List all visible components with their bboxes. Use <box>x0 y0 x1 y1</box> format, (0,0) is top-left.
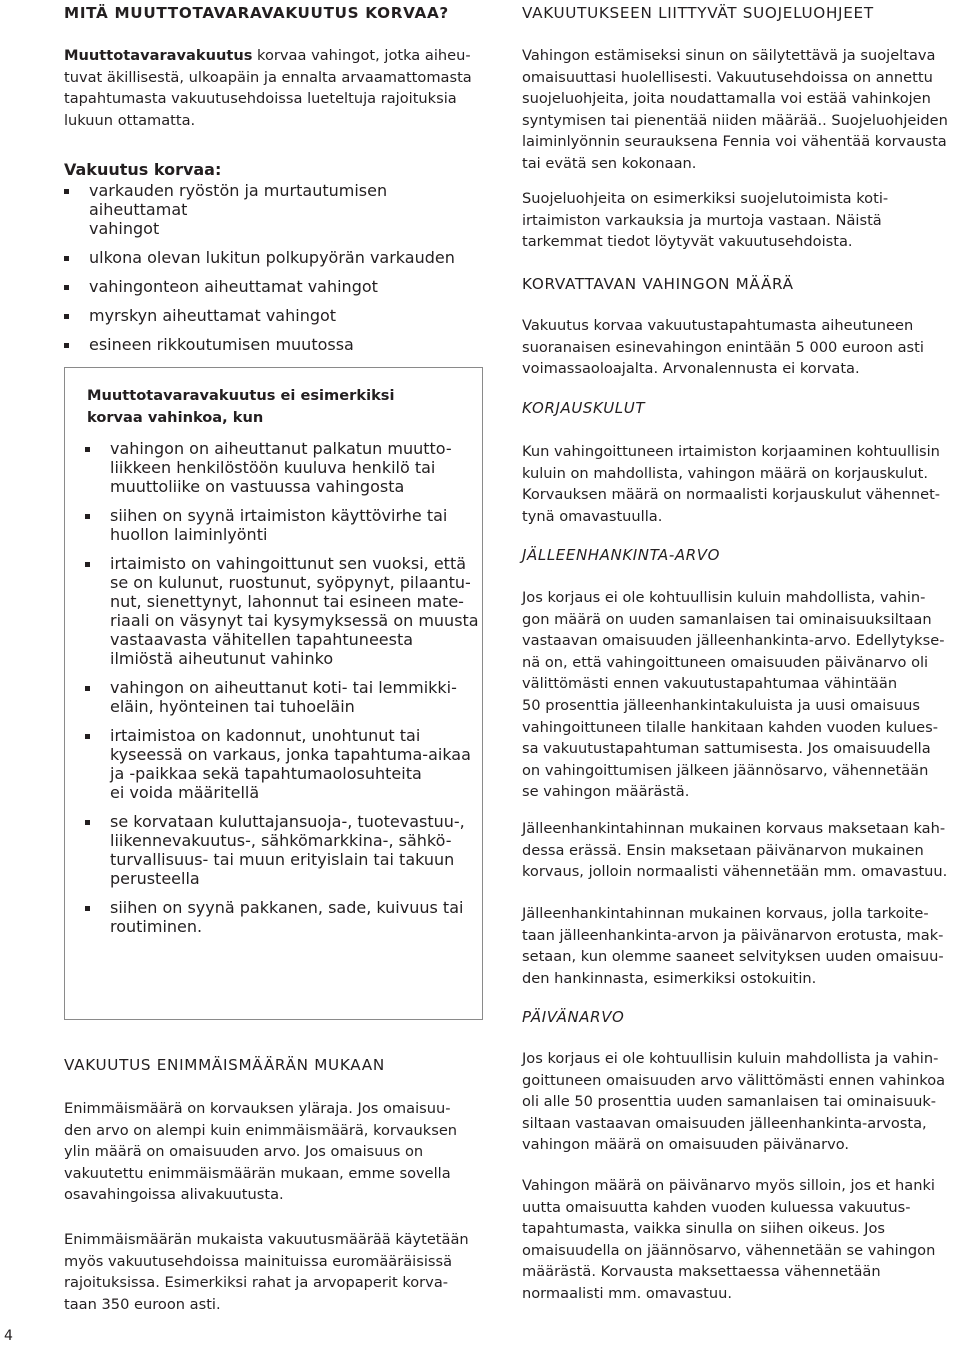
text-line: vahingoittuneen tilalle hankitaan kahden vuoden kulues- <box>522 718 938 736</box>
list-line: turvallisuus- tai muun erityislain tai takuun <box>110 850 455 869</box>
text-line: Jälleenhankintahinnan mukainen korvaus maksetaan kah- <box>522 820 946 837</box>
text-line: irtaimiston varkauksia ja murtoja vastaan. Näistä <box>522 211 882 229</box>
list-line: siihen on syynä pakkanen, sade, kuivuus tai <box>110 898 464 917</box>
list-line: nut, sienettynyt, lahonnut tai esineen mate- <box>110 592 464 611</box>
replacement-paragraph-2 <box>522 818 947 883</box>
text-line: goittuneen omaisuuden arvo välittömästi ennen vahinkoa <box>522 1071 946 1089</box>
text-line: suojeluohjeita, joita noudattamalla voi estää vahinkojen <box>522 90 931 108</box>
text-line: ylin määrä on omaisuuden arvo. Jos omaisuus on <box>64 1143 424 1161</box>
text-line: on vahingoittumisen jälkeen jäännösarvo, vähennetään <box>522 761 929 779</box>
text-line: Suojeluohjeita on esimerkiksi suojelutoimista koti- <box>522 190 889 207</box>
list-line: ilmiöstä aiheutunut vahinko <box>110 649 334 668</box>
exclusions-box <box>64 367 483 1020</box>
text-line: määrästä. Korvausta maksettaessa vähennetään <box>522 1263 881 1281</box>
list-line: riaali on väsynyt tai kysymyksessä on muusta <box>110 611 479 630</box>
list-line: vahingon on aiheuttanut koti- tai lemmikki- <box>110 678 457 697</box>
text-line: Korvauksen määrä on normaalisti korjauskulut vähennet- <box>522 486 941 504</box>
text-line: vahingon määrä on omaisuuden päivänarvo. <box>522 1136 850 1154</box>
list-line: irtaimistoa on kadonnut, unohtunut tai <box>110 726 421 745</box>
list-line: vahingot <box>89 219 160 238</box>
text-line: setaan, kun olemme saaneet selvityksen uuden omaisuu- <box>522 948 944 966</box>
text-line: laiminlyönnin seurauksena Fennia voi vähentää korvausta <box>522 133 947 151</box>
protection-paragraph-1 <box>522 45 948 175</box>
list-item <box>85 506 479 544</box>
list-line: varkauden ryöstön ja murtautumisen aiheuttamat <box>89 181 388 219</box>
list-line: se korvataan kuluttajansuoja-, tuotevastuu-, <box>110 812 465 831</box>
text-line: Vakuutus korvaa vakuutustapahtumasta aiheutuneen <box>522 317 914 334</box>
text-line: siltaan vastaavan omaisuuden jälleenhankinta-arvosta, <box>522 1114 927 1132</box>
text-line: myös vakuutusehdoissa mainituissa euromääräisissä <box>64 1252 453 1270</box>
text-line: Kun vahingoittuneen irtaimiston korjaaminen kohtuullisin <box>522 443 940 460</box>
text-line: Vahingon määrä on päivänarvo myös silloin, jos et hanki <box>522 1177 935 1194</box>
list-line: siihen on syynä irtaimiston käyttövirhe tai <box>110 506 448 525</box>
replacement-paragraph-1 <box>522 587 944 803</box>
list-line: myrskyn aiheuttamat vahingot <box>89 306 337 325</box>
intro-line: korvaa vahingot, jotka aiheu- <box>252 47 471 64</box>
text-line: Enimmäismäärä on korvauksen yläraja. Jos omaisuu- <box>64 1100 451 1117</box>
text-line: gon määrä on uuden samanlaisen tai ominaisuuksiltaan <box>522 610 932 628</box>
list-line: perusteella <box>110 869 200 888</box>
text-line: 50 prosenttia jälleenhankintakuluista ja uusi omaisuus <box>522 696 920 714</box>
text-line: vakuutettu enimmäismäärän mukaan, emme sovella <box>64 1164 451 1182</box>
list-line: huollon laiminlyönti <box>110 525 268 544</box>
text-line: den arvo on alempi kuin enimmäismäärä, korvauksen <box>64 1121 458 1139</box>
intro-paragraph <box>64 45 472 131</box>
heading-protection: VAKUUTUKSEEN LIITTYVÄT SUOJELUOHJEET <box>522 4 874 22</box>
text-line: tapahtumasta, vaikka sinulla on siihen oikeus. Jos <box>522 1220 886 1238</box>
list-line: esineen rikkoutumisen muutossa <box>89 335 354 354</box>
text-line: omaisuudella on jäännösarvo, vähennetään se vahingon <box>522 1241 936 1259</box>
list-line: ei voida määritellä <box>110 783 260 802</box>
text-line: dessa erässä. Ensin maksetaan päivänarvon mukainen <box>522 841 924 859</box>
text-line: rajoituksissa. Esimerkiksi rahat ja arvopaperit korva- <box>64 1274 449 1292</box>
text-line: tynä omavastuulla. <box>522 507 663 525</box>
list-item <box>64 306 484 325</box>
covers-list <box>64 181 484 354</box>
text-line: omaisuuttasi huolellisesti. Vakuutusehdoissa on annettu <box>522 68 933 86</box>
text-line: oli alle 50 prosenttia uuden samanlaisen tai ominaisuuk- <box>522 1093 937 1111</box>
list-line: irtaimisto on vahingoittunut sen vuoksi, että <box>110 554 467 573</box>
text-line: sa vakuutustapahtuman sattumisesta. Jos omaisuudella <box>522 740 931 758</box>
list-item <box>85 898 479 936</box>
intro-bold: Muuttotavaravakuutus <box>64 47 253 64</box>
list-line: liikennevakuutus-, sähkömarkkina-, sähkö- <box>110 831 452 850</box>
exclusions-title <box>87 385 394 428</box>
subheading-repair-costs: KORJAUSKULUT <box>522 399 646 417</box>
text-line: Jos korjaus ei ole kohtuullisin kuluin mahdollista ja vahin- <box>522 1050 939 1067</box>
list-line: vahingonteon aiheuttamat vahingot <box>89 277 378 296</box>
text-line: korvaa vahinkoa, kun <box>87 408 264 426</box>
current-value-paragraph-2 <box>522 1175 935 1305</box>
text-line: välittömästi ennen vakuutustapahtumaa vähintään <box>522 675 898 693</box>
heading-what-covered: MITÄ MUUTTOTAVARAVAKUUTUS KORVAA? <box>64 4 449 22</box>
heading-max-amount: VAKUUTUS ENIMMÄISMÄÄRÄN MUKAAN <box>64 1056 385 1074</box>
text-line: tarkemmat tiedot löytyvät vakuutusehdoista. <box>522 233 853 251</box>
intro-line: tuvat äkillisestä, ulkoapäin ja ennalta arvaamattomasta <box>64 68 472 86</box>
list-line: se on kulunut, ruostunut, syöpynyt, pilaantu- <box>110 573 471 592</box>
text-line: Jälleenhankintahinnan mukainen korvaus, jolla tarkoite- <box>522 905 929 922</box>
max-paragraph-1 <box>64 1098 457 1206</box>
list-item <box>85 812 479 888</box>
text-line: vastaavan omaisuuden jälleenhankinta-arvo. Edellytykse- <box>522 632 945 650</box>
list-item <box>85 439 479 496</box>
text-line: Vahingon estämiseksi sinun on säilytettävä ja suojeltava <box>522 47 936 64</box>
list-item <box>64 181 484 238</box>
text-line: kuluin on mahdollista, vahingon määrä on korjauskulut. <box>522 464 928 482</box>
text-line: osavahingoissa alivakuutusta. <box>64 1186 284 1204</box>
text-line: se vahingon määrästä. <box>522 783 690 801</box>
list-line: routiminen. <box>110 917 203 936</box>
list-item <box>64 277 484 296</box>
list-item <box>64 335 484 354</box>
heading-damage-amount: KORVATTAVAN VAHINGON MÄÄRÄ <box>522 275 794 293</box>
current-value-paragraph-1 <box>522 1048 945 1156</box>
text-line: korvaus, jolloin normaalisti vähennetään mm. omavastuu. <box>522 863 948 881</box>
list-line: muuttoliike on vastuussa vahingosta <box>110 477 405 496</box>
list-line: ja -paikkaa sekä tapahtumaolosuhteita <box>110 764 422 783</box>
damage-paragraph <box>522 315 924 380</box>
exclusions-list <box>85 439 479 936</box>
list-line: kyseessä on varkaus, jonka tapahtuma-aikaa <box>110 745 471 764</box>
text-line: den hankinnasta, esimerkiksi ostokuitin. <box>522 969 817 987</box>
covers-title: Vakuutus korvaa: <box>64 160 222 179</box>
list-item <box>85 726 479 802</box>
text-line: tai evätä sen kokonaan. <box>522 154 697 172</box>
list-line: liikkeen henkilöstöön kuuluva henkilö tai <box>110 458 436 477</box>
list-item <box>64 248 484 267</box>
text-line: nä on, että vahingoittuneen omaisuuden päivänarvo oli <box>522 653 929 671</box>
list-line: eläin, hyönteinen tai tuhoeläin <box>110 697 355 716</box>
text-line: voimassaoloajalta. Arvonalennusta ei korvata. <box>522 360 860 378</box>
replacement-paragraph-3 <box>522 903 944 989</box>
text-line: Enimmäismäärän mukaista vakuutusmäärää käytetään <box>64 1231 469 1248</box>
text-line: syntymisen tai pienentää niiden määrää.. Suojeluohjeiden <box>522 111 948 129</box>
page-number: 4 <box>4 1328 13 1344</box>
text-line: taan 350 euroon asti. <box>64 1295 221 1313</box>
text-line: normaalisti mm. omavastuu. <box>522 1284 732 1302</box>
protection-paragraph-2 <box>522 188 888 253</box>
text-line: Muuttotavaravakuutus ei esimerkiksi <box>87 387 395 404</box>
list-item <box>85 554 479 668</box>
max-paragraph-2 <box>64 1229 469 1315</box>
text-line: Jos korjaus ei ole kohtuullisin kuluin mahdollista, vahin- <box>522 589 926 606</box>
text-line: suoranaisen esinevahingon enintään 5 000 euroon asti <box>522 338 924 356</box>
list-item <box>85 678 479 716</box>
list-line: vahingon on aiheuttanut palkatun muutto- <box>110 439 452 458</box>
subheading-replacement-value: JÄLLEENHANKINTA-ARVO <box>522 546 721 564</box>
subheading-current-value: PÄIVÄNARVO <box>522 1008 625 1026</box>
text-line: taan jälleenhankinta-arvon ja päivänarvon erotusta, mak- <box>522 926 944 944</box>
repair-paragraph <box>522 441 940 527</box>
list-line: ulkona olevan lukitun polkupyörän varkauden <box>89 248 455 267</box>
list-line: vastaavasta vähitellen tapahtuneesta <box>110 630 414 649</box>
text-line: uutta omaisuutta kahden vuoden kuluessa vakuutus- <box>522 1198 911 1216</box>
intro-line: lukuun ottamatta. <box>64 111 196 129</box>
intro-line: tapahtumasta vakuutusehdoissa lueteltuja rajoituksia <box>64 90 457 108</box>
